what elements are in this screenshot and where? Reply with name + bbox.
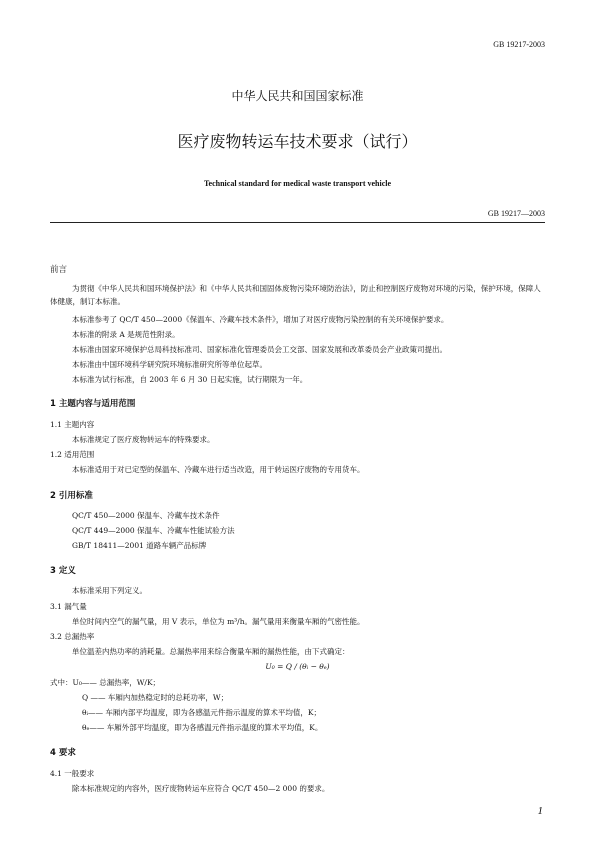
issuing-organization: 中华人民共和国国家标准 — [231, 89, 364, 103]
section-1-2-text: 本标准适用于对已定型的保温车、冷藏车进行适当改造，用于转运医疗废物的专用货车。 — [72, 465, 365, 474]
foreword-paragraph-3: 本标准的附录 A 是规范性附录。 — [72, 330, 180, 339]
foreword-paragraph-4: 本标准由国家环境保护总局科技标准司、国家标准化管理委员会工交部、国家发展和改革委员会产业政策司提出。 — [72, 345, 447, 354]
section-4-heading: 4 要求 — [50, 748, 76, 758]
document-title: 医疗废物转运车技术要求（试行） — [177, 132, 418, 151]
section-3-1-title: 3.1 漏气量 — [50, 602, 87, 611]
heat-leakage-formula: U₀ = Q / (θᵢ − θₑ) — [265, 662, 330, 671]
section-3-heading: 3 定义 — [50, 566, 76, 576]
formula-where-line: 式中：U₀—— 总漏热率，W/K； — [50, 678, 161, 687]
reference-item: QC/T 449—2000 保温车、冷藏车性能试验方法 — [72, 526, 235, 535]
standard-code: GB 19217—2003 — [487, 209, 545, 218]
section-1-heading: 1 主题内容与适用范围 — [50, 399, 136, 409]
section-4-1-text: 除本标准规定的内容外，医疗废物转运车应符合 QC/T 450—2 000 的要求。 — [72, 784, 330, 793]
english-title: Technical standard for medical waste transport vehicle — [203, 179, 392, 188]
section-1-1-title: 1.1 主题内容 — [50, 420, 95, 429]
section-2-heading: 2 引用标准 — [50, 491, 93, 501]
section-4-1-title: 4.1 一般要求 — [50, 769, 95, 778]
foreword-paragraph-6: 本标准为试行标准，自 2003 年 6 月 30 日起实施，试行期限为一年。 — [72, 375, 308, 384]
foreword-paragraph-1: 为贯彻《中华人民共和国环境保护法》和《中华人民共和国固体废物污染环境防治法》，防止和控制医疗废物对环境的污染，保护环境，保障人体健康，制订本标准。 — [50, 284, 541, 306]
formula-variable: θₑ—— 车厢外部平均温度，即为各感温元件指示温度的算术平均值，K。 — [82, 723, 323, 732]
section-3-2-text: 单位温差内热功率的消耗量。总漏热率用来综合衡量车厢的漏热性能，由下式确定： — [72, 647, 350, 656]
formula-variable: Q —— 车厢内加热稳定时的总耗功率，W； — [82, 693, 229, 702]
foreword-heading: 前言 — [50, 265, 68, 275]
section-1-2-title: 1.2 适用范围 — [50, 450, 95, 459]
section-3-2-title: 3.2 总漏热率 — [50, 632, 95, 641]
foreword-paragraph-5: 本标准由中国环境科学研究院环境标准研究所等单位起草。 — [72, 360, 267, 369]
page-number: 1 — [537, 805, 543, 817]
foreword-paragraph-2: 本标准参考了 QC/T 450—2000《保温车、冷藏车技术条件》，增加了对医疗废物污染控制的有关环境保护要求。 — [72, 315, 449, 324]
reference-item: GB/T 18411—2001 道路车辆产品标牌 — [72, 541, 207, 550]
standard-code-top: GB 19217-2003 — [493, 40, 545, 49]
section-3-1-text: 单位时间内空气的漏气量，用 V 表示，单位为 m³/h。漏气量用来衡量车厢的气密性能。 — [72, 617, 365, 626]
formula-variable: θᵢ—— 车厢内部平均温度，即为各感温元件指示温度的算术平均值，K； — [82, 708, 322, 717]
header-divider — [50, 222, 545, 223]
section-3-intro: 本标准采用下列定义。 — [72, 586, 147, 595]
reference-item: QC/T 450—2000 保温车、冷藏车技术条件 — [72, 511, 220, 520]
section-1-1-text: 本标准规定了医疗废物转运车的特殊要求。 — [72, 435, 215, 444]
